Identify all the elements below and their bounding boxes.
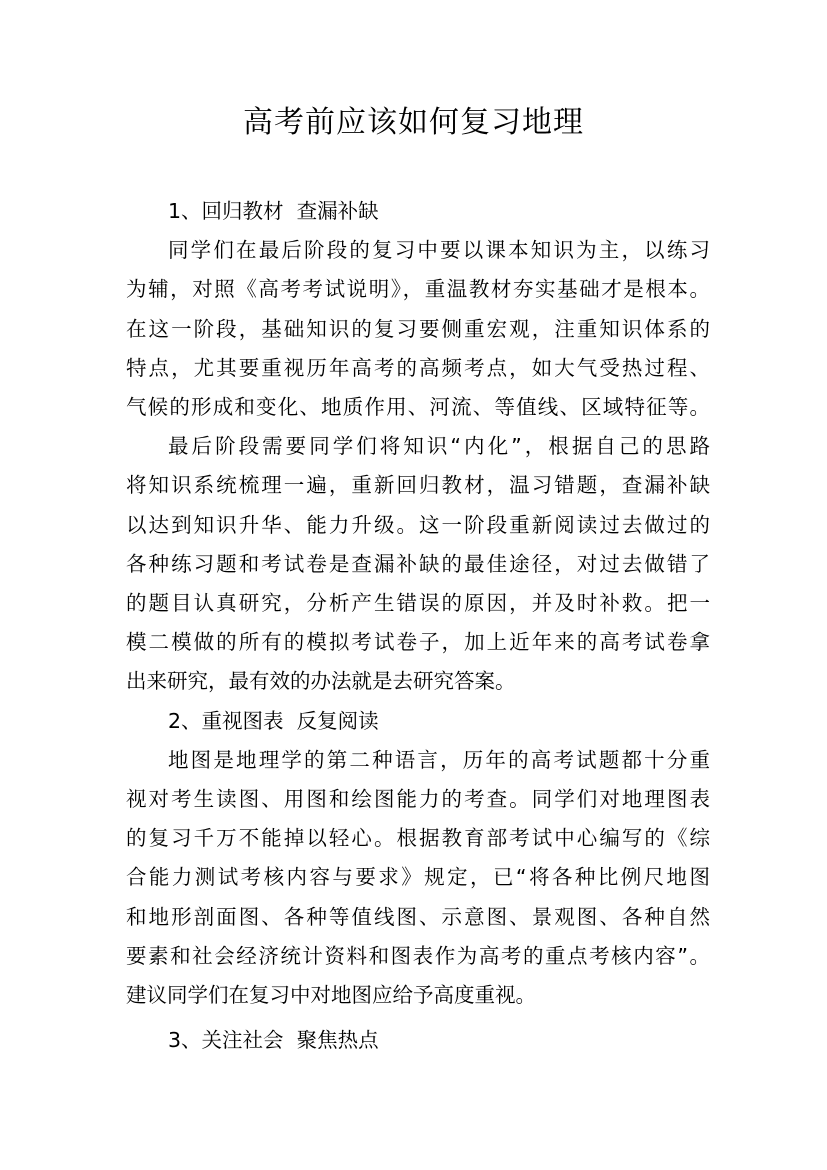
text-line: 地图是地理学的第二种语言，历年的高考试题都十分重 [168,747,710,772]
section-2 [126,702,710,1016]
text-line: 的题目认真研究，分析产生错误的原因，并及时补救。把一 [126,591,710,616]
paragraph [126,741,710,1015]
text-line: 要素和社会经济统计资料和图表作为高考的重点考核内容”。 [126,943,710,968]
text-line: 以达到知识升华、能力升级。这一阶段重新阅读过去做过的 [126,512,710,537]
section-heading: 3、关注社会 聚焦热点 [168,1028,379,1053]
paragraph [126,231,710,427]
section-1 [126,192,710,702]
text-line: 模二模做的所有的模拟考试卷子，加上近年来的高考试卷拿 [126,630,710,655]
text-line: 最后阶段需要同学们将知识“内化”，根据自己的思路 [168,434,710,459]
document-body [126,192,710,1060]
text-line: 的复习千万不能掉以轻心。根据教育部考试中心编写的《综 [126,826,710,851]
paragraph [126,427,710,701]
section-heading: 1、回归教材 查漏补缺 [168,199,379,223]
text-line: 为辅，对照《高考考试说明》，重温教材夯实基础才是根本。 [126,277,710,302]
text-line: 在这一阶段，基础知识的复习要侧重宏观，注重知识体系的 [126,316,710,341]
document-title: 高考前应该如何复习地理 [243,105,584,140]
text-line: 特点，尤其要重视历年高考的高频考点，如大气受热过程、 [126,355,710,380]
section-heading: 2、重视图表 反复阅读 [168,708,379,733]
text-line: 合能力测试考核内容与要求》规定，已“将各种比例尺地图 [126,865,710,890]
text-line: 和地形剖面图、各种等值线图、示意图、景观图、各种自然 [126,904,710,929]
text-line: 气候的形成和变化、地质作用、河流、等值线、区域特征等。 [126,395,710,420]
text-line: 同学们在最后阶段的复习中要以课本知识为主，以练习 [168,238,710,263]
text-line: 视对考生读图、用图和绘图能力的考查。同学们对地理图表 [126,787,710,812]
text-line: 将知识系统梳理一遍，重新回归教材，温习错题，查漏补缺 [126,473,710,498]
section-3 [126,1015,710,1060]
text-line: 建议同学们在复习中对地图应给予高度重视。 [126,983,536,1008]
text-line: 各种练习题和考试卷是查漏补缺的最佳途径，对过去做错了 [126,551,710,576]
text-line: 出来研究，最有效的办法就是去研究答案。 [126,669,516,694]
